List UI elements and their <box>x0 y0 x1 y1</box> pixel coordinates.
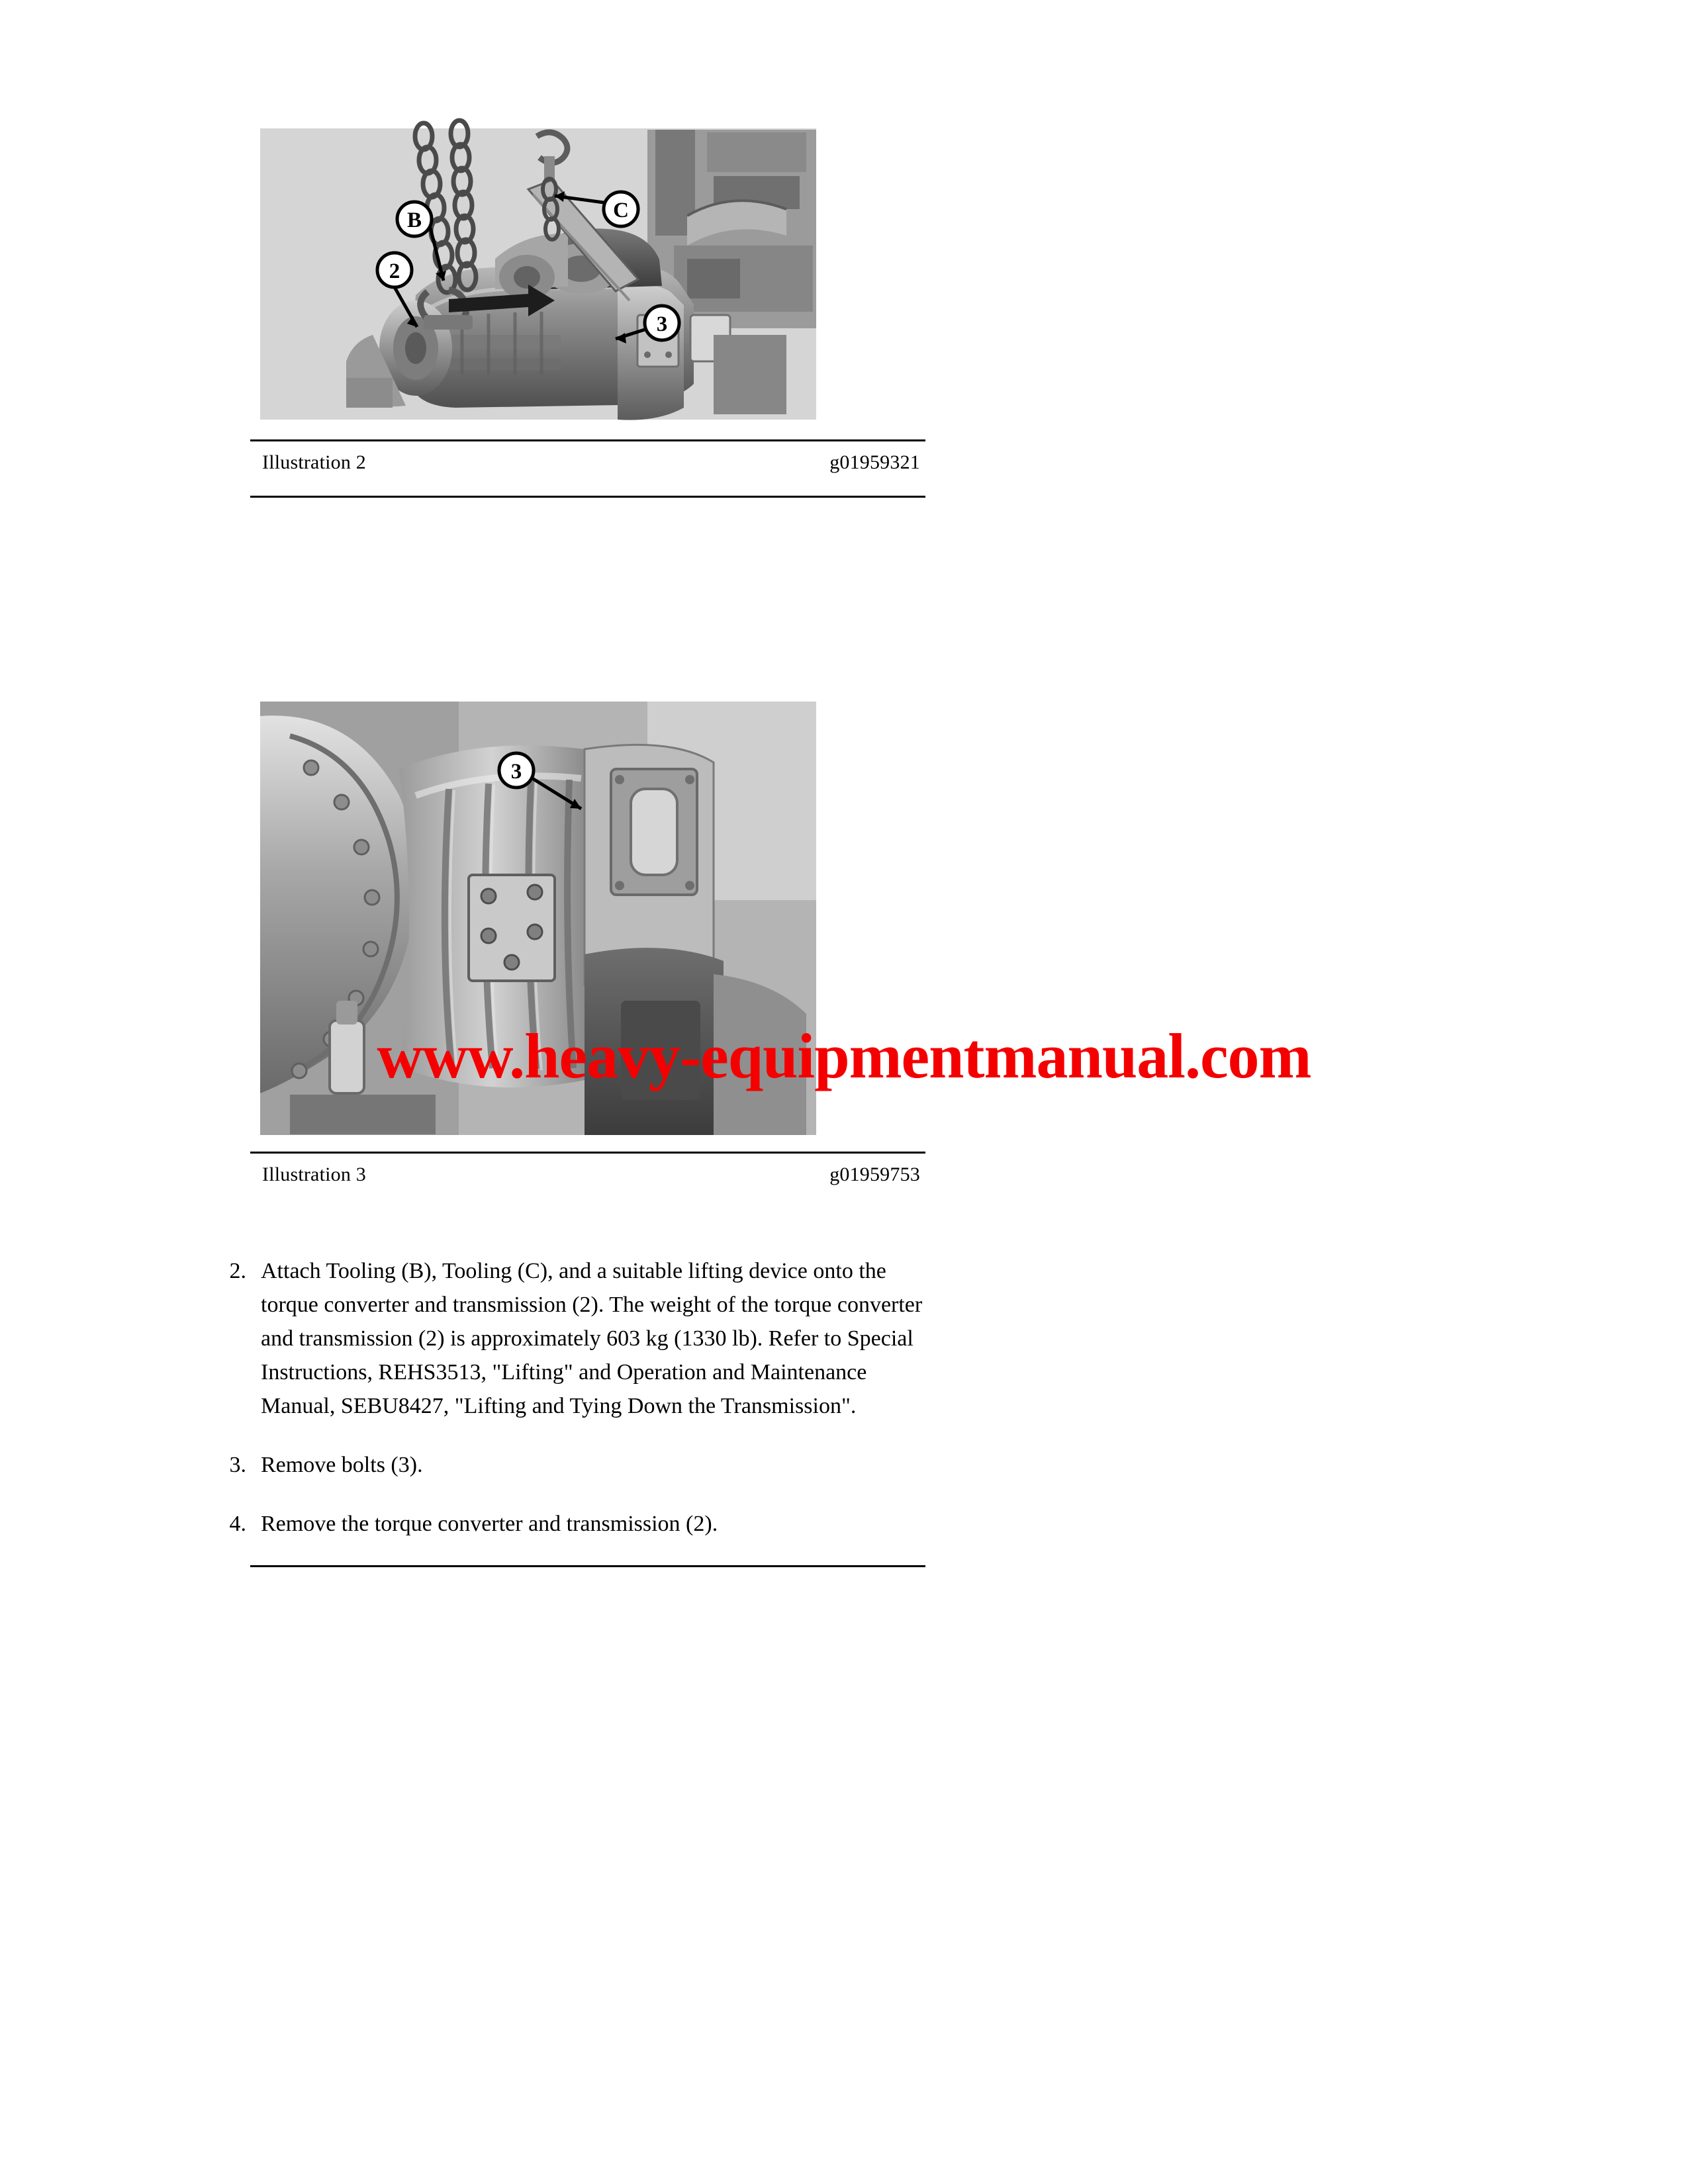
illustration-2-bottom-rule <box>250 496 925 498</box>
illustration-3-caption <box>250 1160 925 1189</box>
step-number: 4. <box>229 1512 246 1536</box>
watermark: www.heavy-equipmentmanual.com <box>377 1021 1311 1091</box>
list-item <box>199 1448 947 1482</box>
svg-text:B: B <box>406 208 422 232</box>
list-item <box>199 1254 947 1423</box>
section-divider <box>250 1565 925 1567</box>
step-text: Attach Tooling (B), Tooling (C), and a suitable lifting device onto the torque converter and transmission (2). The weight of the torque converter and transmission (2) is approximately 603 kg (1330 lb). Refer to Special Instructions, REHS3513, "Lifting" and Operation and Maintenance Manual, SEBU8427, "Lifting and Tying Down the Transmission". <box>261 1259 923 1418</box>
list-item <box>199 1507 947 1541</box>
illustration-2-caption-label: Illustration 2 <box>262 451 366 473</box>
illustration-2-rule <box>250 439 925 441</box>
svg-text:3: 3 <box>510 760 522 784</box>
illustration-3-rule <box>250 1152 925 1154</box>
svg-text:3: 3 <box>656 312 668 336</box>
procedure-steps <box>199 1254 947 1566</box>
illustration-3-caption-id: g01959753 <box>829 1163 920 1185</box>
illustration-2-caption-id: g01959321 <box>829 451 920 473</box>
figure-illustration-2 <box>250 116 925 498</box>
step-text: Remove the torque converter and transmission (2). <box>261 1512 718 1536</box>
illustration-2-graphic <box>250 116 925 434</box>
svg-text:C: C <box>613 199 629 222</box>
illustration-2-image <box>250 116 925 434</box>
svg-text:2: 2 <box>389 259 400 283</box>
illustration-3-caption-label: Illustration 3 <box>262 1163 366 1185</box>
step-number: 2. <box>229 1259 246 1283</box>
step-number: 3. <box>229 1453 246 1477</box>
step-text: Remove bolts (3). <box>261 1453 423 1477</box>
figure-illustration-3 <box>250 690 925 1189</box>
illustration-2-caption <box>250 448 925 477</box>
